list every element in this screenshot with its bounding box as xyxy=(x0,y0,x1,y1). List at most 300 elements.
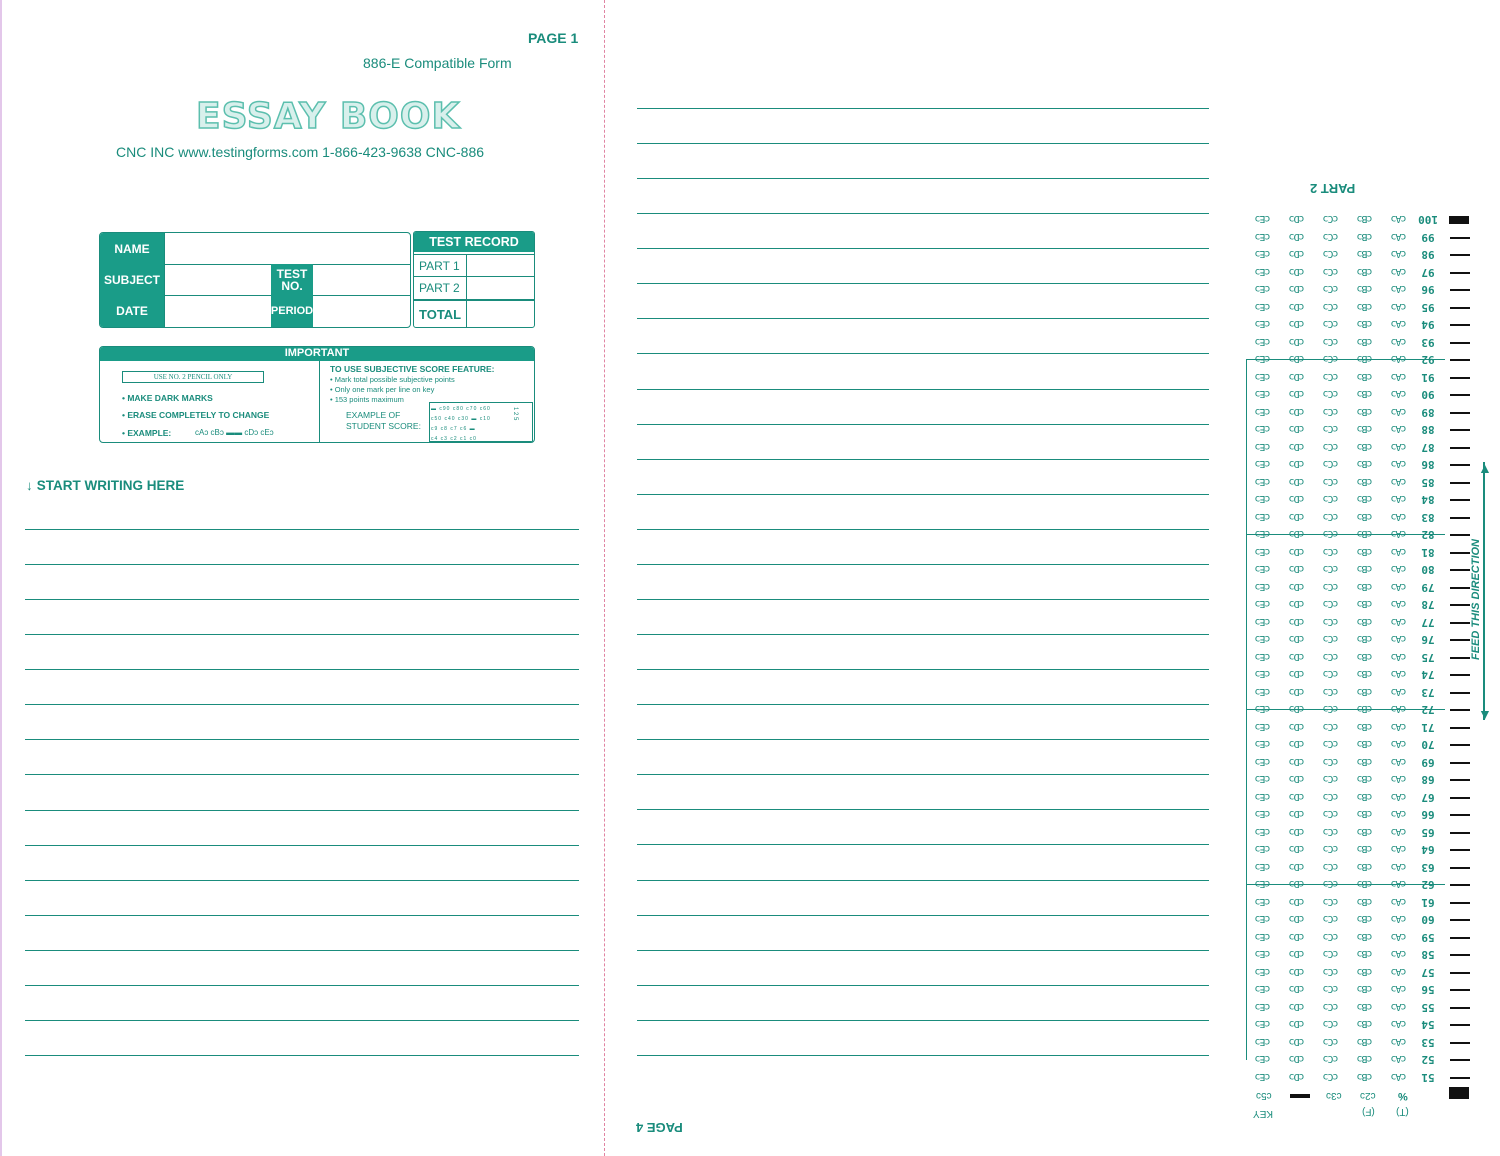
answer-bubble[interactable]: cEɔ xyxy=(1255,580,1271,592)
total-row[interactable] xyxy=(414,299,534,328)
answer-bubble[interactable]: cCɔ xyxy=(1323,493,1339,504)
answer-bubble[interactable]: cEɔ xyxy=(1255,1018,1271,1029)
answer-bubble[interactable]: cEɔ xyxy=(1255,825,1271,837)
answer-bubble[interactable]: cAɔ xyxy=(1391,755,1407,767)
answer-bubble[interactable]: cDɔ xyxy=(1289,615,1305,627)
writing-line[interactable] xyxy=(637,459,1209,460)
answer-bubble[interactable]: cAɔ xyxy=(1391,283,1407,294)
answer-bubble[interactable]: cBɔ xyxy=(1357,860,1373,872)
answer-bubble[interactable]: cEɔ xyxy=(1255,405,1271,417)
answer-bubble[interactable]: cAɔ xyxy=(1391,510,1407,522)
answer-bubble[interactable]: cAɔ xyxy=(1391,650,1407,662)
answer-bubble[interactable]: cAɔ xyxy=(1391,825,1407,837)
answer-bubble[interactable]: cBɔ xyxy=(1357,265,1373,277)
answer-bubble[interactable]: cEɔ xyxy=(1255,720,1271,732)
answer-bubble[interactable]: cCɔ xyxy=(1323,440,1339,452)
writing-line[interactable] xyxy=(637,599,1209,600)
answer-bubble[interactable]: cAɔ xyxy=(1391,213,1407,224)
answer-bubble[interactable]: cCɔ xyxy=(1323,930,1339,942)
answer-bubble[interactable]: cDɔ xyxy=(1289,895,1305,907)
key-bubble-2[interactable]: c2ɔ xyxy=(1360,1090,1376,1101)
answer-bubble[interactable]: cBɔ xyxy=(1357,545,1373,557)
writing-line[interactable] xyxy=(637,318,1209,319)
answer-bubble[interactable]: cCɔ xyxy=(1323,353,1339,364)
answer-bubble[interactable]: cDɔ xyxy=(1289,283,1305,294)
answer-bubble[interactable]: cBɔ xyxy=(1357,423,1373,434)
subject-field[interactable] xyxy=(164,264,272,295)
answer-bubble[interactable]: cAɔ xyxy=(1391,335,1407,347)
answer-bubble[interactable]: cAɔ xyxy=(1391,370,1407,382)
answer-bubble[interactable]: cEɔ xyxy=(1255,598,1271,609)
answer-bubble[interactable]: cEɔ xyxy=(1255,843,1271,854)
answer-bubble[interactable]: cDɔ xyxy=(1289,405,1305,417)
answer-bubble[interactable]: cDɔ xyxy=(1289,790,1305,802)
answer-bubble[interactable]: cAɔ xyxy=(1391,598,1407,609)
answer-bubble[interactable]: cCɔ xyxy=(1323,248,1339,259)
answer-bubble[interactable]: cEɔ xyxy=(1255,440,1271,452)
answer-bubble[interactable]: cCɔ xyxy=(1323,685,1339,697)
answer-bubble[interactable]: cBɔ xyxy=(1357,405,1373,417)
answer-bubble[interactable]: cCɔ xyxy=(1323,510,1339,522)
answer-bubble[interactable]: cBɔ xyxy=(1357,1035,1373,1047)
answer-bubble[interactable]: cBɔ xyxy=(1357,300,1373,312)
answer-bubble[interactable]: cAɔ xyxy=(1391,563,1407,574)
answer-bubble[interactable]: cAɔ xyxy=(1391,1018,1407,1029)
answer-bubble[interactable]: cBɔ xyxy=(1357,755,1373,767)
key-bubble-5[interactable]: c5ɔ xyxy=(1256,1090,1272,1101)
writing-line[interactable] xyxy=(637,669,1209,670)
answer-bubble[interactable]: cCɔ xyxy=(1323,1000,1339,1012)
answer-bubble[interactable]: cAɔ xyxy=(1391,790,1407,802)
answer-bubble[interactable]: cEɔ xyxy=(1255,318,1271,329)
answer-bubble[interactable]: cBɔ xyxy=(1357,738,1373,749)
answer-bubble[interactable]: cCɔ xyxy=(1323,528,1339,539)
answer-bubble[interactable]: cAɔ xyxy=(1391,265,1407,277)
answer-bubble[interactable]: cEɔ xyxy=(1255,790,1271,802)
answer-bubble[interactable]: cAɔ xyxy=(1391,773,1407,784)
answer-bubble[interactable]: cDɔ xyxy=(1289,983,1305,994)
answer-bubble[interactable]: cCɔ xyxy=(1323,633,1339,644)
answer-bubble[interactable]: cCɔ xyxy=(1323,843,1339,854)
answer-bubble[interactable]: cBɔ xyxy=(1357,895,1373,907)
answer-bubble[interactable]: cAɔ xyxy=(1391,545,1407,557)
writing-line[interactable] xyxy=(637,880,1209,881)
writing-line[interactable] xyxy=(637,494,1209,495)
answer-bubble[interactable]: cAɔ xyxy=(1391,440,1407,452)
answer-bubble[interactable]: cBɔ xyxy=(1357,598,1373,609)
key-bubble-3[interactable]: c3ɔ xyxy=(1326,1090,1342,1101)
writing-line[interactable] xyxy=(637,108,1209,109)
writing-line[interactable] xyxy=(25,704,579,705)
answer-bubble[interactable]: cAɔ xyxy=(1391,528,1407,539)
answer-bubble[interactable]: cDɔ xyxy=(1289,913,1305,924)
answer-bubble[interactable]: cAɔ xyxy=(1391,1035,1407,1047)
answer-bubble[interactable]: cDɔ xyxy=(1289,965,1305,977)
answer-bubble[interactable]: cDɔ xyxy=(1289,668,1305,679)
answer-bubble[interactable]: cEɔ xyxy=(1255,878,1271,889)
writing-line[interactable] xyxy=(25,774,579,775)
answer-bubble[interactable]: cBɔ xyxy=(1357,1018,1373,1029)
writing-line[interactable] xyxy=(25,739,579,740)
answer-bubble[interactable]: cCɔ xyxy=(1323,598,1339,609)
answer-bubble[interactable]: cCɔ xyxy=(1323,318,1339,329)
answer-bubble[interactable]: cCɔ xyxy=(1323,1053,1339,1064)
answer-bubble[interactable]: cAɔ xyxy=(1391,878,1407,889)
writing-line[interactable] xyxy=(637,248,1209,249)
answer-bubble[interactable]: cDɔ xyxy=(1289,528,1305,539)
answer-bubble[interactable]: cCɔ xyxy=(1323,283,1339,294)
writing-line[interactable] xyxy=(637,774,1209,775)
answer-bubble[interactable]: cDɔ xyxy=(1289,860,1305,872)
answer-bubble[interactable]: cBɔ xyxy=(1357,283,1373,294)
answer-bubble[interactable]: cEɔ xyxy=(1255,913,1271,924)
answer-bubble[interactable]: cAɔ xyxy=(1391,685,1407,697)
answer-bubble[interactable]: cEɔ xyxy=(1255,300,1271,312)
writing-line[interactable] xyxy=(637,353,1209,354)
answer-bubble[interactable]: cCɔ xyxy=(1323,580,1339,592)
answer-bubble[interactable]: cEɔ xyxy=(1255,1053,1271,1064)
writing-line[interactable] xyxy=(25,845,579,846)
answer-bubble[interactable]: cDɔ xyxy=(1289,1035,1305,1047)
answer-bubble[interactable]: cDɔ xyxy=(1289,738,1305,749)
answer-bubble[interactable]: cDɔ xyxy=(1289,318,1305,329)
answer-bubble[interactable]: cCɔ xyxy=(1323,948,1339,959)
answer-bubble[interactable]: cAɔ xyxy=(1391,720,1407,732)
answer-bubble[interactable]: cAɔ xyxy=(1391,860,1407,872)
answer-bubble[interactable]: cCɔ xyxy=(1323,1035,1339,1047)
answer-bubble[interactable]: cDɔ xyxy=(1289,650,1305,662)
test-no-field[interactable] xyxy=(313,264,410,295)
answer-bubble[interactable]: cBɔ xyxy=(1357,650,1373,662)
answer-bubble[interactable]: cCɔ xyxy=(1323,423,1339,434)
writing-line[interactable] xyxy=(637,950,1209,951)
answer-bubble[interactable]: cAɔ xyxy=(1391,248,1407,259)
answer-bubble[interactable]: cEɔ xyxy=(1255,1000,1271,1012)
part2-row[interactable] xyxy=(414,276,534,299)
answer-bubble[interactable]: cDɔ xyxy=(1289,878,1305,889)
answer-bubble[interactable]: cDɔ xyxy=(1289,825,1305,837)
answer-bubble[interactable]: cEɔ xyxy=(1255,1035,1271,1047)
answer-bubble[interactable]: cBɔ xyxy=(1357,230,1373,242)
answer-bubble[interactable]: cCɔ xyxy=(1323,668,1339,679)
answer-bubble[interactable]: cDɔ xyxy=(1289,370,1305,382)
name-field[interactable] xyxy=(164,233,411,264)
answer-bubble[interactable]: cEɔ xyxy=(1255,388,1271,399)
answer-bubble[interactable]: cEɔ xyxy=(1255,860,1271,872)
answer-bubble[interactable]: cCɔ xyxy=(1323,545,1339,557)
answer-bubble[interactable]: cEɔ xyxy=(1255,738,1271,749)
writing-line[interactable] xyxy=(25,634,579,635)
answer-bubble[interactable]: cCɔ xyxy=(1323,405,1339,417)
writing-line[interactable] xyxy=(25,915,579,916)
answer-bubble[interactable]: cEɔ xyxy=(1255,458,1271,469)
answer-bubble[interactable]: cAɔ xyxy=(1391,580,1407,592)
answer-bubble[interactable]: cAɔ xyxy=(1391,318,1407,329)
writing-line[interactable] xyxy=(637,143,1209,144)
answer-bubble[interactable]: cBɔ xyxy=(1357,615,1373,627)
answer-bubble[interactable]: cBɔ xyxy=(1357,353,1373,364)
answer-bubble[interactable]: cDɔ xyxy=(1289,265,1305,277)
writing-line[interactable] xyxy=(637,178,1209,179)
answer-bubble[interactable]: cDɔ xyxy=(1289,580,1305,592)
answer-bubble[interactable]: cEɔ xyxy=(1255,983,1271,994)
period-field[interactable] xyxy=(313,295,410,327)
answer-bubble[interactable]: cEɔ xyxy=(1255,230,1271,242)
answer-bubble[interactable]: cBɔ xyxy=(1357,878,1373,889)
answer-bubble[interactable]: cDɔ xyxy=(1289,598,1305,609)
answer-bubble[interactable]: cEɔ xyxy=(1255,563,1271,574)
answer-bubble[interactable]: cCɔ xyxy=(1323,755,1339,767)
answer-bubble[interactable]: cDɔ xyxy=(1289,720,1305,732)
answer-bubble[interactable]: cAɔ xyxy=(1391,808,1407,819)
writing-line[interactable] xyxy=(637,985,1209,986)
answer-bubble[interactable]: cDɔ xyxy=(1289,230,1305,242)
answer-bubble[interactable]: cEɔ xyxy=(1255,423,1271,434)
answer-bubble[interactable]: cCɔ xyxy=(1323,370,1339,382)
answer-bubble[interactable]: cAɔ xyxy=(1391,493,1407,504)
answer-bubble[interactable]: cEɔ xyxy=(1255,213,1271,224)
answer-bubble[interactable]: cAɔ xyxy=(1391,983,1407,994)
writing-line[interactable] xyxy=(25,950,579,951)
answer-bubble[interactable]: cBɔ xyxy=(1357,720,1373,732)
answer-bubble[interactable]: cBɔ xyxy=(1357,703,1373,714)
answer-bubble[interactable]: cBɔ xyxy=(1357,633,1373,644)
answer-bubble[interactable]: cDɔ xyxy=(1289,545,1305,557)
answer-bubble[interactable]: cAɔ xyxy=(1391,948,1407,959)
answer-bubble[interactable]: cCɔ xyxy=(1323,650,1339,662)
writing-line[interactable] xyxy=(637,389,1209,390)
writing-line[interactable] xyxy=(25,1055,579,1056)
answer-bubble[interactable]: cBɔ xyxy=(1357,528,1373,539)
answer-bubble[interactable]: cCɔ xyxy=(1323,1070,1339,1082)
answer-bubble[interactable]: cEɔ xyxy=(1255,808,1271,819)
answer-bubble[interactable]: cEɔ xyxy=(1255,668,1271,679)
answer-bubble[interactable]: cDɔ xyxy=(1289,493,1305,504)
answer-bubble[interactable]: cAɔ xyxy=(1391,913,1407,924)
answer-bubble[interactable]: cDɔ xyxy=(1289,703,1305,714)
answer-bubble[interactable]: cEɔ xyxy=(1255,353,1271,364)
writing-line[interactable] xyxy=(25,669,579,670)
writing-line[interactable] xyxy=(637,915,1209,916)
answer-bubble[interactable]: cEɔ xyxy=(1255,545,1271,557)
answer-bubble[interactable]: cBɔ xyxy=(1357,213,1373,224)
answer-bubble[interactable]: cCɔ xyxy=(1323,230,1339,242)
writing-line[interactable] xyxy=(637,529,1209,530)
answer-bubble[interactable]: cEɔ xyxy=(1255,965,1271,977)
answer-bubble[interactable]: cEɔ xyxy=(1255,615,1271,627)
answer-bubble[interactable]: cCɔ xyxy=(1323,615,1339,627)
answer-bubble[interactable]: cAɔ xyxy=(1391,1000,1407,1012)
answer-bubble[interactable]: cCɔ xyxy=(1323,965,1339,977)
answer-bubble[interactable]: cCɔ xyxy=(1323,790,1339,802)
writing-line[interactable] xyxy=(637,283,1209,284)
answer-bubble[interactable]: cDɔ xyxy=(1289,1053,1305,1064)
answer-bubble[interactable]: cAɔ xyxy=(1391,738,1407,749)
answer-bubble[interactable]: cBɔ xyxy=(1357,948,1373,959)
answer-bubble[interactable]: cBɔ xyxy=(1357,318,1373,329)
answer-bubble[interactable]: cAɔ xyxy=(1391,388,1407,399)
answer-bubble[interactable]: cBɔ xyxy=(1357,668,1373,679)
answer-bubble[interactable]: cDɔ xyxy=(1289,248,1305,259)
answer-bubble[interactable]: cDɔ xyxy=(1289,1070,1305,1082)
answer-bubble[interactable]: cBɔ xyxy=(1357,510,1373,522)
answer-bubble[interactable]: cEɔ xyxy=(1255,493,1271,504)
writing-line[interactable] xyxy=(637,634,1209,635)
answer-bubble[interactable]: cEɔ xyxy=(1255,510,1271,522)
answer-bubble[interactable]: cEɔ xyxy=(1255,283,1271,294)
answer-bubble[interactable]: cBɔ xyxy=(1357,913,1373,924)
answer-bubble[interactable]: cCɔ xyxy=(1323,213,1339,224)
answer-bubble[interactable]: cEɔ xyxy=(1255,773,1271,784)
answer-bubble[interactable]: cAɔ xyxy=(1391,615,1407,627)
answer-bubble[interactable]: cEɔ xyxy=(1255,248,1271,259)
answer-bubble[interactable]: cDɔ xyxy=(1289,1018,1305,1029)
writing-line[interactable] xyxy=(637,1055,1209,1056)
answer-bubble[interactable]: cBɔ xyxy=(1357,808,1373,819)
answer-bubble[interactable]: cBɔ xyxy=(1357,685,1373,697)
answer-bubble[interactable]: cCɔ xyxy=(1323,738,1339,749)
answer-bubble[interactable]: cBɔ xyxy=(1357,790,1373,802)
answer-bubble[interactable]: cEɔ xyxy=(1255,1070,1271,1082)
answer-bubble[interactable]: cAɔ xyxy=(1391,843,1407,854)
answer-bubble[interactable]: cEɔ xyxy=(1255,685,1271,697)
answer-bubble[interactable]: cCɔ xyxy=(1323,720,1339,732)
answer-bubble[interactable]: cDɔ xyxy=(1289,685,1305,697)
answer-bubble[interactable]: cAɔ xyxy=(1391,353,1407,364)
writing-line[interactable] xyxy=(637,844,1209,845)
answer-bubble[interactable]: cBɔ xyxy=(1357,965,1373,977)
answer-bubble[interactable]: cDɔ xyxy=(1289,213,1305,224)
answer-bubble[interactable]: cCɔ xyxy=(1323,913,1339,924)
answer-bubble[interactable]: cAɔ xyxy=(1391,405,1407,417)
answer-bubble[interactable]: cEɔ xyxy=(1255,703,1271,714)
writing-line[interactable] xyxy=(637,424,1209,425)
answer-bubble[interactable]: cDɔ xyxy=(1289,773,1305,784)
answer-bubble[interactable]: cAɔ xyxy=(1391,965,1407,977)
answer-bubble[interactable]: cBɔ xyxy=(1357,475,1373,487)
answer-bubble[interactable]: cDɔ xyxy=(1289,423,1305,434)
answer-bubble[interactable]: cCɔ xyxy=(1323,825,1339,837)
answer-bubble[interactable]: cAɔ xyxy=(1391,703,1407,714)
answer-bubble[interactable]: cBɔ xyxy=(1357,983,1373,994)
answer-bubble[interactable]: cEɔ xyxy=(1255,265,1271,277)
answer-bubble[interactable]: cBɔ xyxy=(1357,335,1373,347)
answer-bubble[interactable]: cDɔ xyxy=(1289,458,1305,469)
answer-bubble[interactable]: cAɔ xyxy=(1391,300,1407,312)
answer-bubble[interactable]: cEɔ xyxy=(1255,650,1271,662)
answer-bubble[interactable]: cAɔ xyxy=(1391,895,1407,907)
answer-bubble[interactable]: cCɔ xyxy=(1323,808,1339,819)
answer-bubble[interactable]: cDɔ xyxy=(1289,388,1305,399)
writing-line[interactable] xyxy=(637,564,1209,565)
answer-bubble[interactable]: cCɔ xyxy=(1323,860,1339,872)
answer-bubble[interactable]: cBɔ xyxy=(1357,440,1373,452)
answer-bubble[interactable]: cCɔ xyxy=(1323,895,1339,907)
answer-bubble[interactable]: cEɔ xyxy=(1255,335,1271,347)
answer-bubble[interactable]: cAɔ xyxy=(1391,668,1407,679)
answer-bubble[interactable]: cBɔ xyxy=(1357,930,1373,942)
answer-bubble[interactable]: cEɔ xyxy=(1255,948,1271,959)
writing-line[interactable] xyxy=(25,810,579,811)
answer-bubble[interactable]: cBɔ xyxy=(1357,580,1373,592)
answer-bubble[interactable]: cBɔ xyxy=(1357,248,1373,259)
writing-line[interactable] xyxy=(637,739,1209,740)
answer-bubble[interactable]: cDɔ xyxy=(1289,1000,1305,1012)
answer-bubble[interactable]: cEɔ xyxy=(1255,475,1271,487)
answer-bubble[interactable]: cCɔ xyxy=(1323,1018,1339,1029)
answer-bubble[interactable]: cEɔ xyxy=(1255,755,1271,767)
answer-bubble[interactable]: cCɔ xyxy=(1323,388,1339,399)
answer-bubble[interactable]: cDɔ xyxy=(1289,808,1305,819)
writing-line[interactable] xyxy=(25,599,579,600)
answer-bubble[interactable]: cBɔ xyxy=(1357,1053,1373,1064)
answer-bubble[interactable]: cAɔ xyxy=(1391,633,1407,644)
writing-line[interactable] xyxy=(637,809,1209,810)
answer-bubble[interactable]: cCɔ xyxy=(1323,335,1339,347)
answer-bubble[interactable]: cDɔ xyxy=(1289,930,1305,942)
answer-bubble[interactable]: cCɔ xyxy=(1323,265,1339,277)
answer-bubble[interactable]: cCɔ xyxy=(1323,773,1339,784)
answer-bubble[interactable]: cBɔ xyxy=(1357,773,1373,784)
answer-bubble[interactable]: cDɔ xyxy=(1289,335,1305,347)
answer-bubble[interactable]: cAɔ xyxy=(1391,930,1407,942)
writing-line[interactable] xyxy=(25,1020,579,1021)
answer-bubble[interactable]: cBɔ xyxy=(1357,493,1373,504)
answer-bubble[interactable]: cBɔ xyxy=(1357,458,1373,469)
answer-bubble[interactable]: cEɔ xyxy=(1255,528,1271,539)
writing-line[interactable] xyxy=(25,564,579,565)
answer-bubble[interactable]: cEɔ xyxy=(1255,370,1271,382)
answer-bubble[interactable]: cAɔ xyxy=(1391,423,1407,434)
answer-bubble[interactable]: cDɔ xyxy=(1289,563,1305,574)
answer-bubble[interactable]: cCɔ xyxy=(1323,300,1339,312)
part1-row[interactable] xyxy=(414,254,534,277)
answer-bubble[interactable]: cDɔ xyxy=(1289,510,1305,522)
answer-bubble[interactable]: cDɔ xyxy=(1289,843,1305,854)
answer-bubble[interactable]: cDɔ xyxy=(1289,633,1305,644)
answer-bubble[interactable]: cAɔ xyxy=(1391,1053,1407,1064)
answer-bubble[interactable]: cDɔ xyxy=(1289,440,1305,452)
answer-bubble[interactable]: cDɔ xyxy=(1289,353,1305,364)
answer-bubble[interactable]: cAɔ xyxy=(1391,475,1407,487)
writing-line[interactable] xyxy=(25,529,579,530)
answer-bubble[interactable]: cCɔ xyxy=(1323,475,1339,487)
answer-bubble[interactable]: cBɔ xyxy=(1357,388,1373,399)
answer-bubble[interactable]: cBɔ xyxy=(1357,843,1373,854)
writing-line[interactable] xyxy=(637,1020,1209,1021)
answer-bubble[interactable]: cBɔ xyxy=(1357,370,1373,382)
answer-bubble[interactable]: cDɔ xyxy=(1289,948,1305,959)
answer-bubble[interactable]: cBɔ xyxy=(1357,825,1373,837)
answer-bubble[interactable]: cAɔ xyxy=(1391,1070,1407,1082)
date-field[interactable] xyxy=(164,295,272,327)
writing-line[interactable] xyxy=(25,880,579,881)
answer-bubble[interactable]: cAɔ xyxy=(1391,230,1407,242)
answer-bubble[interactable]: cCɔ xyxy=(1323,458,1339,469)
answer-bubble[interactable]: cBɔ xyxy=(1357,1000,1373,1012)
answer-bubble[interactable]: cAɔ xyxy=(1391,458,1407,469)
answer-bubble[interactable]: cBɔ xyxy=(1357,1070,1373,1082)
answer-bubble[interactable]: cCɔ xyxy=(1323,563,1339,574)
answer-bubble[interactable]: cEɔ xyxy=(1255,895,1271,907)
answer-bubble[interactable]: cCɔ xyxy=(1323,983,1339,994)
writing-line[interactable] xyxy=(637,704,1209,705)
answer-bubble[interactable]: cDɔ xyxy=(1289,475,1305,487)
answer-bubble[interactable]: cCɔ xyxy=(1323,878,1339,889)
answer-bubble[interactable]: cDɔ xyxy=(1289,300,1305,312)
answer-bubble[interactable]: cDɔ xyxy=(1289,755,1305,767)
answer-bubble[interactable]: cEɔ xyxy=(1255,930,1271,942)
